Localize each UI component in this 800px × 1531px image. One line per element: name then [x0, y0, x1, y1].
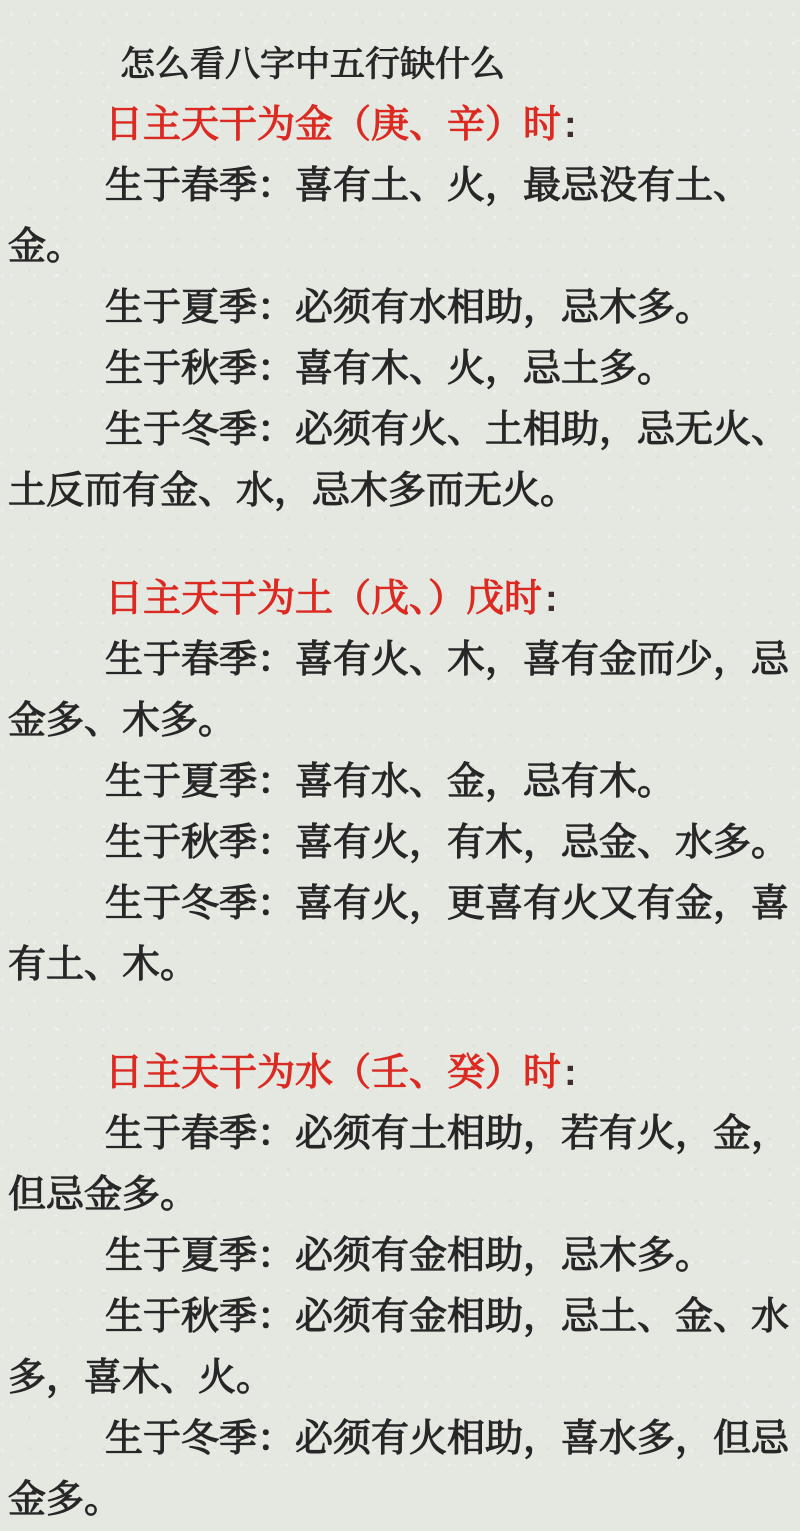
text-line: 生于春季：必须有土相助，若有火，金， — [105, 1113, 790, 1155]
section-metal — [8, 95, 800, 522]
text-line: 生于春季：喜有土、火，最忌没有土、 — [105, 165, 752, 207]
text-line: 生于夏季：喜有水、金，忌有木。 — [105, 761, 676, 803]
text-line: 金多。 — [8, 1479, 123, 1521]
text-line: 多，喜木、火。 — [8, 1357, 275, 1399]
section-heading-text: 日主天干为土（戊、）戊时 — [105, 578, 543, 620]
section-heading-colon: : — [564, 104, 577, 146]
text-line: 但忌金多。 — [8, 1174, 199, 1216]
text-line: 生于秋季：必须有金相助，忌土、金、水 — [105, 1296, 790, 1338]
section-earth — [8, 569, 800, 996]
text-line: 土反而有金、水，忌木多而无火。 — [8, 470, 579, 512]
section-heading-metal — [8, 95, 800, 156]
text-line: 有土、木。 — [8, 944, 199, 986]
text-line: 生于夏季：必须有水相助，忌木多。 — [105, 287, 714, 329]
section-heading-text: 日主天干为金（庚、辛）时 — [105, 104, 562, 146]
section-heading-colon: : — [545, 578, 558, 620]
text-line: 生于秋季：喜有木、火，忌土多。 — [105, 348, 676, 390]
section-heading-earth — [8, 569, 800, 630]
section-heading-water — [8, 1043, 800, 1104]
text-line: 生于春季：喜有火、木，喜有金而少，忌 — [105, 639, 790, 681]
text-line: 金。 — [8, 226, 85, 268]
section-heading-text: 日主天干为水（壬、癸）时 — [105, 1052, 562, 1094]
text-line: 生于冬季：必须有火、土相助，忌无火、 — [105, 409, 790, 451]
text-line: 生于冬季：喜有火，更喜有火又有金，喜 — [105, 883, 790, 925]
text-line: 生于秋季：喜有火，有木，忌金、水多。 — [105, 822, 790, 864]
section-water — [8, 1043, 800, 1531]
page-title: 怎么看八字中五行缺什么 — [120, 45, 506, 84]
text-line: 生于夏季：必须有金相助，忌木多。 — [105, 1235, 714, 1277]
text-line: 生于冬季：必须有火相助，喜水多，但忌 — [105, 1418, 790, 1460]
text-line: 金多、木多。 — [8, 700, 237, 742]
section-heading-colon: : — [564, 1052, 577, 1094]
